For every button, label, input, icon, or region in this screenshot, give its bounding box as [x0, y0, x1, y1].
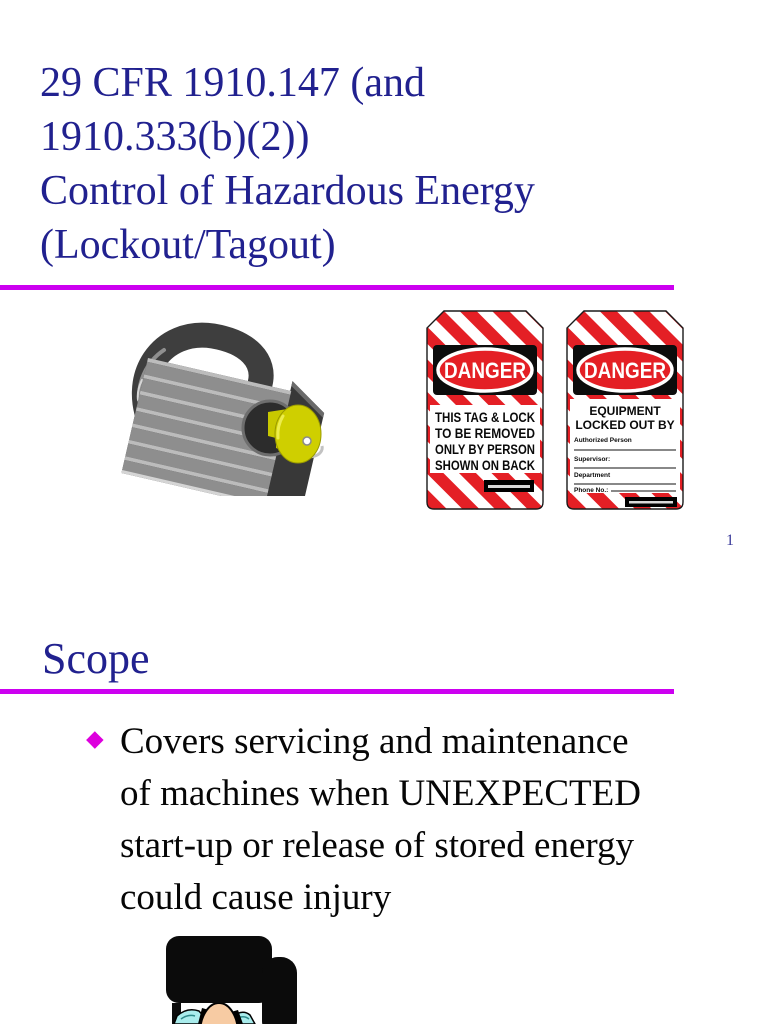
danger-tag-left — [427, 311, 543, 509]
padlock-icon — [118, 306, 328, 496]
danger-tags-image — [426, 308, 684, 514]
title-divider-rule — [0, 285, 674, 290]
scope-bullet-text — [120, 716, 768, 924]
tag-right-field-label: Department — [574, 472, 611, 479]
tag-left-text-line: THIS TAG & LOCK — [435, 410, 536, 425]
slide1-title-line: (Lockout/Tagout) — [40, 222, 336, 268]
bullet-text-line: could cause injury — [120, 877, 392, 918]
scope-divider-rule — [0, 689, 674, 694]
danger-label-right: DANGER — [584, 358, 667, 383]
danger-tags-icon — [426, 308, 684, 514]
worker-head — [200, 1003, 238, 1024]
tag-left-text-line: ONLY BY PERSON — [435, 442, 535, 457]
tag-left-text-line: SHOWN ON BACK — [435, 458, 536, 473]
page-number: 1 — [726, 532, 734, 549]
black-lever — [262, 957, 297, 1024]
slide1-title — [40, 56, 720, 272]
worker-clipart-image — [146, 930, 316, 1024]
bullet-text-line: Covers servicing and maintenance — [120, 721, 629, 762]
worker-clipart-icon — [146, 930, 316, 1024]
slide1-title-line: 1910.333(b)(2)) — [40, 114, 310, 160]
bullet-text-line: of machines when UNEXPECTED — [120, 773, 641, 814]
tag-left-text-line: TO BE REMOVED — [435, 426, 536, 441]
slide2-title: Scope — [42, 634, 150, 683]
bullet-diamond-icon: ◆ — [86, 726, 104, 752]
black-sign — [166, 936, 272, 1003]
padlock-image — [118, 306, 328, 496]
slide1-title-line: 29 CFR 1910.147 (and — [40, 60, 426, 106]
bullet-text-line: start-up or release of stored energy — [120, 825, 635, 866]
danger-tag-right — [567, 311, 683, 509]
tag-right-field-label: Phone No.: — [574, 487, 609, 494]
tag-right-title-line: LOCKED OUT BY — [575, 418, 675, 432]
tag-right-field-label: Supervisor: — [574, 456, 611, 463]
tag-right-title-line: EQUIPMENT — [589, 404, 661, 418]
slide1-title-line: Control of Hazardous Energy — [40, 168, 535, 214]
danger-label-left: DANGER — [444, 358, 527, 383]
tag-right-field-label: Authorized Person — [574, 437, 632, 444]
